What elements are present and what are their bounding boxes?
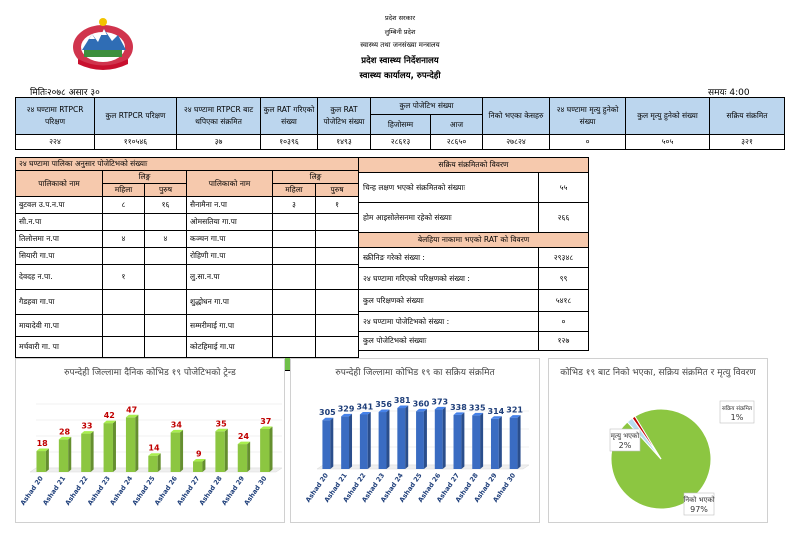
bar: [36, 451, 45, 472]
col-municipality-name: पालिकाको नाम: [187, 171, 273, 197]
female-count: [273, 231, 316, 248]
male-count: [316, 337, 359, 358]
data-label: 35: [215, 419, 227, 429]
bar-side: [91, 431, 94, 472]
municipality-name: सियारी गा.पा: [16, 248, 103, 265]
report-time: समयः 4:00: [708, 88, 750, 98]
bar: [104, 423, 113, 472]
header-deaths-total: कुल मृत्यु हुनेको संख्या: [626, 98, 710, 135]
male-count: [145, 265, 187, 290]
data-label: 305: [319, 408, 336, 418]
female-count: १: [103, 265, 145, 290]
pie-slice-percent: 97%: [690, 505, 708, 514]
female-count: [103, 214, 145, 231]
data-label: 9: [195, 449, 202, 459]
data-label: 341: [356, 402, 374, 412]
header-recovered: निको भएका केसहरु: [483, 98, 550, 135]
positive-total-value: १२७: [539, 332, 589, 351]
header-rat-total: कुल RAT गरिएको संख्या: [261, 98, 318, 135]
pie-slice-label: निको भएको: [683, 496, 715, 504]
bar: [126, 417, 135, 472]
x-tick-label: Ashad 25: [130, 474, 157, 507]
home-isolation-value: २६६: [539, 203, 589, 233]
municipality-name: ओमसतिया गा.पा: [187, 214, 273, 231]
female-count: [273, 214, 316, 231]
municipality-name: कोटहिमाई गा.पा: [187, 337, 273, 358]
positive-24h-label: २४ घण्टामा पोजेटिभको संख्या :: [359, 312, 539, 332]
bar-side: [443, 407, 446, 469]
outcome-pie-chart-panel: [548, 358, 768, 523]
col-male: पुरुष: [145, 184, 187, 197]
bar: [454, 415, 462, 469]
male-count: [145, 290, 187, 315]
municipality-name: लु.सा.न.पा: [187, 265, 273, 290]
data-label: 314: [487, 406, 505, 416]
municipality-name: शुद्धोधन गा.पा: [187, 290, 273, 315]
data-label: 14: [148, 443, 160, 453]
x-tick-label: Ashad 27: [435, 471, 462, 504]
data-label: 335: [468, 403, 486, 413]
x-tick-label: Ashad 23: [85, 474, 112, 507]
bar: [148, 456, 157, 472]
value-rtpcr-positive-24h: ३७: [177, 135, 261, 150]
col-female: महिला: [273, 184, 316, 197]
header-positive-total: कुल पोजेटिभ संख्या: [371, 98, 483, 115]
active-cases-bar-chart: [291, 397, 539, 522]
header-directorate: प्रदेश स्वास्थ्य निर्देशनालय: [361, 56, 439, 66]
data-label: 321: [506, 405, 523, 415]
bar-side: [225, 429, 228, 472]
female-count: [103, 248, 145, 265]
x-tick-label: Ashad 29: [472, 471, 499, 504]
value-till-yesterday: २८६१३: [371, 135, 431, 150]
header-rat-positive: कुल RAT पोजेटिभ संख्या: [318, 98, 371, 135]
x-tick-label: Ashad 21: [41, 474, 68, 507]
bar: [238, 444, 247, 472]
tests-24h-value: ९९: [539, 268, 589, 290]
pie-slice-percent: 1%: [730, 413, 744, 422]
bar-side: [499, 416, 502, 469]
female-count: ४: [103, 231, 145, 248]
female-count: [273, 248, 316, 265]
screening-value: २९३४८: [539, 248, 589, 268]
bar-side: [405, 406, 408, 469]
header-office: स्वास्थ्य कार्यालय, रुपन्देही: [359, 71, 441, 81]
report-date: मितिः२०७८ असार ३०: [30, 88, 100, 98]
bar-side: [386, 410, 389, 469]
bar: [193, 462, 202, 472]
bar: [215, 431, 224, 472]
col-municipality-name: पालिकाको नाम: [16, 171, 103, 197]
municipality-name: मायादेवी गा.पा: [16, 315, 103, 337]
tests-total-label: कुल परिक्षणको संख्याः: [359, 290, 539, 312]
x-tick-label: Ashad 28: [453, 471, 480, 504]
x-tick-label: Ashad 20: [18, 474, 45, 507]
col-gender: लिङ्ग: [273, 171, 359, 184]
active-panel-title: सक्रिय संक्रमितको विवरण: [359, 158, 589, 173]
x-tick-label: Ashad 24: [378, 471, 405, 504]
data-label: 381: [393, 397, 411, 406]
male-count: [316, 248, 359, 265]
bar-side: [158, 453, 161, 472]
data-label: 42: [103, 411, 115, 421]
header-deaths-24h: २४ घण्टामा मृत्यु हुनेको संख्या: [550, 98, 626, 135]
municipality-name: सी.न.पा: [16, 214, 103, 231]
x-tick-label: Ashad 23: [360, 471, 387, 504]
x-tick-label: Ashad 30: [242, 474, 269, 507]
male-count: [145, 315, 187, 337]
positive-24h-value: ०: [539, 312, 589, 332]
male-count: [145, 337, 187, 358]
x-tick-label: Ashad 21: [322, 471, 349, 504]
data-label: 47: [126, 405, 138, 415]
daily-positive-chart-panel: [15, 358, 285, 523]
x-tick-label: Ashad 26: [416, 471, 443, 504]
outcome-pie-chart: [549, 397, 767, 522]
male-count: [316, 315, 359, 337]
female-count: ३: [273, 197, 316, 214]
bar-side: [349, 414, 352, 469]
bar-side: [480, 413, 483, 469]
active-cases-chart-title: रुपन्देही जिल्लामा कोभिड १९ का सक्रिय संक्रमित: [335, 368, 495, 378]
bar-side: [424, 409, 427, 469]
x-tick-label: Ashad 26: [153, 474, 180, 507]
data-label: 338: [450, 402, 467, 412]
value-rat-total: १०३९६: [261, 135, 318, 150]
data-label: 33: [81, 421, 93, 431]
data-label: 37: [260, 416, 272, 426]
x-tick-label: Ashad 25: [397, 471, 424, 504]
bar: [472, 415, 480, 469]
female-count: [103, 290, 145, 315]
x-tick-label: Ashad 24: [108, 474, 135, 507]
municipality-name: कञ्चन गा.पा: [187, 231, 273, 248]
female-count: [273, 337, 316, 358]
bar-side: [68, 437, 71, 472]
bar-side: [330, 418, 333, 469]
col-gender: लिङ्ग: [103, 171, 187, 184]
bar-side: [368, 412, 371, 469]
data-label: 373: [431, 397, 449, 407]
pie-slice-label: सक्रिय संक्रमित: [721, 406, 753, 412]
screening-label: स्क्रीनिङ गरेको संख्या :: [359, 248, 539, 268]
data-label: 329: [337, 404, 355, 414]
border-rat-title: बेलहिया नाकामा भएको RAT को विवरण: [359, 233, 589, 248]
municipality-table-title: २४ घण्टामा पालिका अनुसार पोजेटिभको संख्याः: [16, 158, 359, 171]
bar: [491, 419, 499, 469]
bar: [341, 416, 349, 469]
header-rtpcr-positive-24h: २४ घण्टामा RTPCR बाट थपिएका संक्रमित: [177, 98, 261, 135]
bar-side: [113, 421, 116, 472]
bar: [435, 409, 443, 469]
bar: [397, 408, 405, 469]
data-label: 34: [170, 420, 182, 430]
male-count: [316, 290, 359, 315]
daily-positive-chart-title: रुपन्देही जिल्लामा दैनिक कोभिड १९ पोजेटिभको ट्रेन्ड: [64, 368, 236, 378]
bar-side: [270, 426, 273, 472]
male-count: [316, 214, 359, 231]
bar: [322, 420, 330, 469]
bar-side: [180, 430, 183, 472]
x-tick-label: Ashad 28: [197, 474, 224, 507]
male-count: [145, 214, 187, 231]
female-count: [273, 290, 316, 315]
municipality-name: देवदह न.पा.: [16, 265, 103, 290]
male-count: १६: [145, 197, 187, 214]
value-deaths-24h: ०: [550, 135, 626, 150]
male-count: १: [316, 197, 359, 214]
value-rtpcr-24h: २२४: [16, 135, 95, 150]
data-label: 360: [412, 399, 430, 409]
header-government: प्रदेश सरकार: [384, 14, 416, 22]
data-label: 28: [58, 427, 71, 437]
outcome-pie-chart-title: कोभिड १९ बाट निको भएका, सक्रिय संक्रमित र मृत्यु विवरण: [560, 368, 756, 378]
symptomatic-label: चिन्ह लक्षण भएको संक्रमितको संख्याः: [359, 173, 539, 203]
summary-table: [15, 97, 785, 150]
value-active: ३२१: [710, 135, 785, 150]
bar: [171, 432, 180, 472]
header-active: सक्रिय संक्रमित: [710, 98, 785, 135]
tests-total-value: ५४१८: [539, 290, 589, 312]
data-label: 356: [375, 400, 392, 410]
municipality-name: रोहिणी गा.पा: [187, 248, 273, 265]
bar-side: [518, 415, 521, 469]
bar: [360, 414, 368, 469]
municipality-name: बुटवल उ.प.न.पा: [16, 197, 103, 214]
daily-positive-bar-chart: [16, 397, 284, 522]
home-isolation-label: होम आइसोलेसनमा रहेको संख्याः: [359, 203, 539, 233]
female-count: [273, 265, 316, 290]
col-male: पुरुष: [316, 184, 359, 197]
header-today: आज: [431, 115, 483, 135]
header-rtpcr-24h: २४ घण्टामा RTPCR परिक्षण: [16, 98, 95, 135]
female-count: [273, 315, 316, 337]
x-tick-label: Ashad 22: [341, 471, 368, 504]
female-count: [103, 315, 145, 337]
data-label: 24: [237, 432, 250, 442]
bar-side: [247, 442, 250, 472]
municipality-name: गैडहवा गा.पा: [16, 290, 103, 315]
positive-total-label: कुल पोजेटिभको संख्याः: [359, 332, 539, 351]
bar-side: [46, 449, 49, 472]
col-female: महिला: [103, 184, 145, 197]
bar: [81, 434, 90, 472]
female-count: ८: [103, 197, 145, 214]
x-tick-label: Ashad 22: [63, 474, 90, 507]
pie-slice-percent: 2%: [618, 441, 632, 450]
male-count: [316, 231, 359, 248]
x-tick-label: Ashad 29: [220, 474, 247, 507]
value-today: २८६५०: [431, 135, 483, 150]
tests-24h-label: २४ घण्टामा गरिएको परिक्षणको संख्या :: [359, 268, 539, 290]
male-count: [145, 248, 187, 265]
municipality-name: सैनामैना न.पा: [187, 197, 273, 214]
male-count: [316, 265, 359, 290]
value-deaths-total: ५०५: [626, 135, 710, 150]
header-till-yesterday: हिजोसम्म: [371, 115, 431, 135]
bar: [510, 418, 518, 469]
nepal-emblem-logo: [68, 14, 138, 74]
x-tick-label: Ashad 30: [491, 471, 518, 504]
municipality-name: मर्चवारी गा. पा: [16, 337, 103, 358]
bar: [260, 429, 269, 472]
female-count: [103, 337, 145, 358]
symptomatic-value: ५५: [539, 173, 589, 203]
bar-side: [461, 412, 464, 469]
x-tick-label: Ashad 27: [175, 474, 202, 507]
male-count: ४: [145, 231, 187, 248]
bar: [416, 411, 424, 469]
active-cases-panel: [358, 157, 589, 351]
municipality-name: तिलोत्तमा न.पा: [16, 231, 103, 248]
pie-slice-label: मृत्यु भएको: [610, 432, 640, 440]
data-label: 18: [36, 439, 48, 449]
bar-side: [135, 415, 138, 472]
municipality-name: सम्मरीमाई गा.पा: [187, 315, 273, 337]
value-recovered: २७८२४: [483, 135, 550, 150]
header-ministry: स्वास्थ्य तथा जनसंख्या मन्त्रालय: [360, 41, 440, 49]
header-province: लुम्बिनी प्रदेश: [384, 28, 416, 36]
bar: [59, 439, 68, 472]
header-rtpcr-total: कुल RTPCR परिक्षण: [95, 98, 177, 135]
value-rat-positive: १४९३: [318, 135, 371, 150]
value-rtpcr-total: ११०५४६: [95, 135, 177, 150]
bar: [379, 412, 387, 469]
active-cases-chart-panel: [290, 358, 540, 523]
x-tick-label: Ashad 20: [304, 471, 331, 504]
municipality-table: [15, 157, 359, 371]
